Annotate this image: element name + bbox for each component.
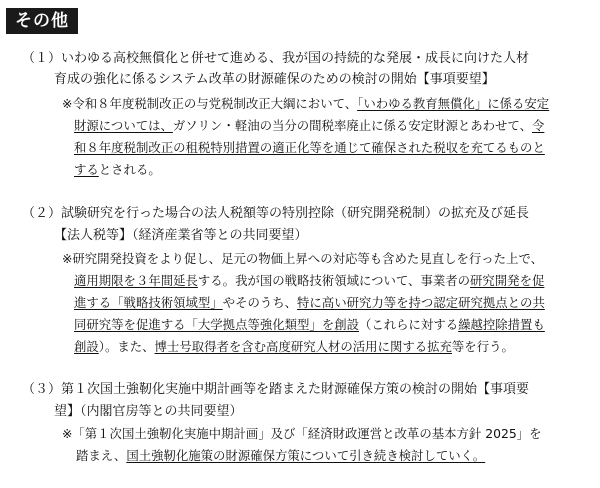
text-segment: とされる。: [98, 162, 161, 177]
item-note-line: [74, 271, 544, 291]
underlined-text: 和８年度税制改正の租税特別措置の適正化等を通じて確保された税収を充てるものと: [74, 140, 545, 155]
text-segment: やそのうち、: [222, 295, 298, 310]
item-note-line: [74, 337, 514, 357]
item-heading-line: [54, 70, 495, 90]
text-segment: （これらに対する: [358, 317, 459, 332]
item-note-line: [74, 116, 544, 136]
underlined-text: 博士号取得者を含む高度研究人材の活用に関する拡充: [154, 339, 452, 354]
text-segment: （１）いわゆる高校無償化と併せて進める、我が国の持続的な発展・成長に向けた人材: [22, 51, 530, 66]
text-segment: 【法人税等】（経済産業省等との共同要望）: [54, 228, 308, 243]
item-heading-line: [22, 204, 529, 224]
item-note-line: [74, 315, 545, 335]
text-segment: する。我が国の戦略技術領域について、事業者の: [197, 273, 471, 288]
item-note-line: [74, 160, 161, 180]
underlined-text: 特に高い研究力等を持つ認定研究拠点との共: [297, 295, 545, 310]
item-heading-line: [22, 49, 529, 69]
item-note-line: [74, 293, 545, 313]
underlined-text: 財源については、: [74, 118, 173, 133]
text-segment: 踏まえ、: [76, 448, 127, 463]
item-heading-line: [22, 380, 529, 400]
text-segment: ※令和８年度税制改正の与党税制改正大綱において、: [62, 96, 358, 111]
text-segment: 望】（内閣官房等との共同要望）: [54, 404, 243, 419]
underlined-text: 「いわゆる教育無償化」に係る安定: [357, 96, 550, 111]
underlined-text: 進する「戦略技術領域型」: [74, 295, 223, 310]
item-note-line: [62, 94, 549, 114]
section-heading: その他: [6, 8, 78, 34]
text-segment: ※研究開発投資をより促し、足元の物価上昇への対応等も含めた見直しを行った上で、: [62, 251, 543, 266]
underlined-text: 研究開発を促: [470, 273, 545, 288]
text-segment: ガソリン・軽油の当分の間税率廃止に係る安定財源とあわせて、: [172, 118, 532, 133]
item-heading-line: [54, 402, 243, 422]
text-segment: 等を行う。: [451, 339, 514, 354]
text-segment: 育成の強化に係るシステム改革の財源確保のための検討の開始【事項要望】: [54, 72, 495, 87]
underlined-text: する: [74, 162, 99, 177]
item-heading-line: [54, 226, 308, 246]
text-segment: ）。また、: [98, 339, 155, 354]
item-note-line: [62, 424, 542, 444]
text-segment: （３）第１次国土強靭化実施中期計画等を踏まえた財源確保方策の検討の開始【事項要: [22, 382, 530, 397]
item-note-line: [62, 249, 543, 269]
underlined-text: 繰越控除措置も: [458, 317, 545, 332]
underlined-text: 創設: [74, 339, 99, 354]
text-segment: ※「第１次国土強靭化実施中期計画」及び「経済財政運営と改革の基本方針 2025」を: [62, 426, 542, 441]
underlined-text: 令: [531, 118, 545, 133]
underlined-text: 同研究等を促進する「大学拠点等強化類型」を創設: [74, 317, 359, 332]
text-segment: （２）試験研究を行った場合の法人税額等の特別控除（研究開発税制）の拡充及び延長: [22, 206, 530, 221]
underlined-text: 適用期限を３年間延長: [74, 273, 198, 288]
underlined-text: 国土強靭化施策の財源確保方策について引き続き検討していく。: [126, 448, 486, 463]
item-note-line: [76, 446, 485, 466]
item-note-line: [74, 138, 545, 158]
